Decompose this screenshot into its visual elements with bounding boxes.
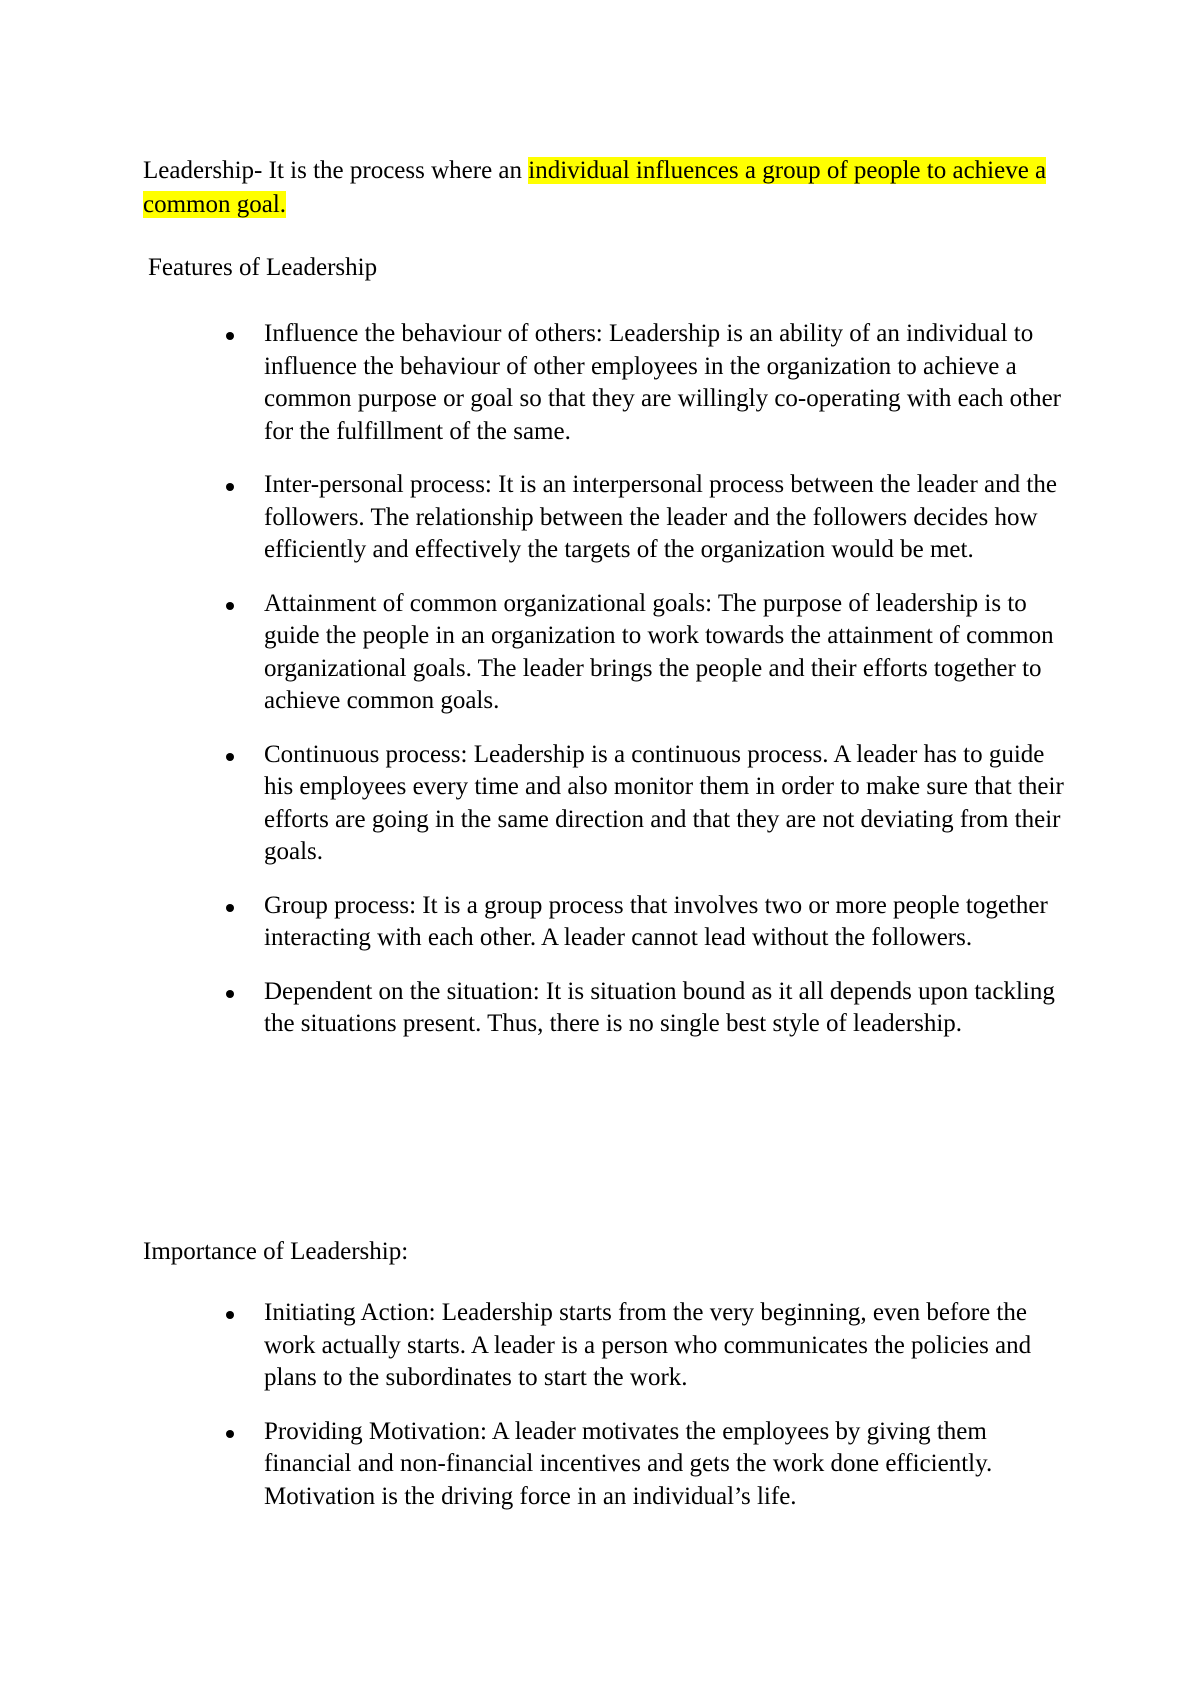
- list-item-text: Inter-personal process: It is an interpersonal process between the leader and the followers. The relationship between the leader and the followers decides how efficiently and effectively the targets of the organization would be met.: [264, 471, 1057, 563]
- list-item: [226, 1416, 1076, 1514]
- list-item-text: Group process: It is a group process that involves two or more people together interacting with each other. A leader cannot lead without the followers.: [264, 891, 1048, 951]
- intro-text: Leadership- It is the process where an: [143, 157, 529, 184]
- list-item: [226, 588, 1076, 718]
- list-item: [226, 1297, 1076, 1395]
- list-item: [226, 318, 1076, 448]
- list-item-text: Continuous process: Leadership is a continuous process. A leader has to guide his employees every time and also monitor them in order to make sure that their efforts are going in the same direction and that they are not deviating from their goals.: [264, 740, 1064, 865]
- bullet-icon: [226, 483, 234, 491]
- list-item-text: Dependent on the situation: It is situation bound as it all depends upon tackling the situations present. Thus, there is no single best style of leadership.: [264, 977, 1055, 1037]
- features-list: [226, 318, 1076, 1062]
- list-item-text: Attainment of common organizational goals: The purpose of leadership is to guide the people in an organization to work towards the attainment of common organizational goals. The leader brings the people and their efforts together to achieve common goals.: [264, 589, 1054, 714]
- bullet-icon: [226, 990, 234, 998]
- bullet-icon: [226, 1311, 234, 1319]
- list-item: [226, 469, 1076, 567]
- intro-highlighted-text: individual influences a group of people to achieve a common goal.: [143, 157, 1047, 218]
- list-item-text: Initiating Action: Leadership starts from the very beginning, even before the work actually starts. A leader is a person who communicates the policies and plans to the subordinates to start the work.: [264, 1299, 1032, 1391]
- importance-heading: Importance of Leadership:: [143, 1238, 409, 1265]
- intro-paragraph: [143, 154, 1073, 222]
- bullet-icon: [226, 753, 234, 761]
- bullet-icon: [226, 1430, 234, 1438]
- bullet-icon: [226, 602, 234, 610]
- list-item-text: Providing Motivation: A leader motivates the employees by giving them financial and non-financial incentives and gets the work done efficiently. Motivation is the driving force in an individual’s life.: [264, 1417, 993, 1510]
- list-item: [226, 739, 1076, 869]
- features-heading: Features of Leadership: [148, 254, 378, 281]
- list-item: [226, 890, 1076, 955]
- list-item-text: Influence the behaviour of others: Leadership is an ability of an individual to influence the behaviour of other employees in the organization to achieve a common purpose or goal so that they are willingly co-operating with each other for the fulfillment of the same.: [264, 320, 1061, 445]
- importance-list: [226, 1297, 1076, 1534]
- bullet-icon: [226, 332, 234, 340]
- list-item: [226, 976, 1076, 1041]
- bullet-icon: [226, 904, 234, 912]
